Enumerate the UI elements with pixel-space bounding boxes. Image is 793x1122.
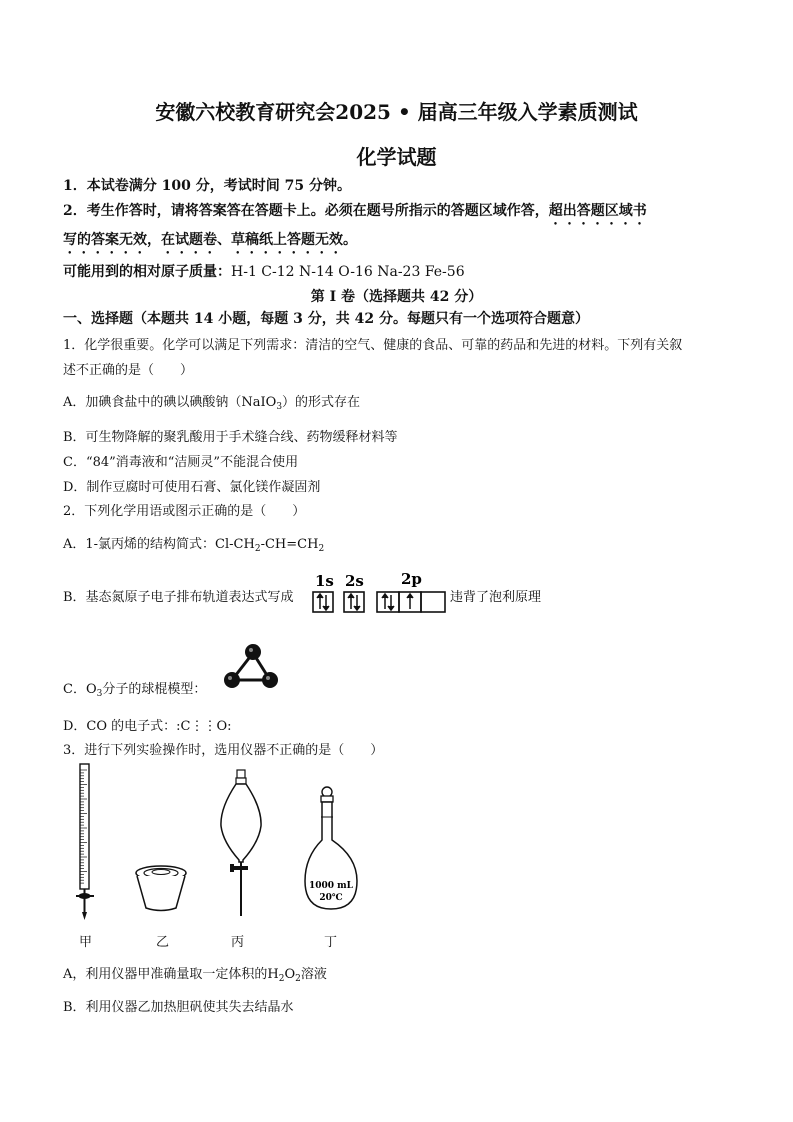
note-2-line1: [63, 200, 647, 228]
q1-option-d: D．制作豆腐时可使用石膏、氯化镁作凝固剂: [63, 480, 321, 495]
separatory-funnel-illustration: [215, 768, 267, 920]
subject-title: 化学试题: [356, 145, 437, 169]
q3-a-sub1: 2: [278, 974, 285, 984]
note-2-emphasis-a: 超出答题区域书: [548, 203, 647, 219]
q2-option-c: [63, 678, 206, 697]
q1-a-formula: NaIO: [241, 395, 277, 410]
q3-a-formula-o: O: [284, 967, 296, 982]
ozone-ball-stick-model: [222, 640, 282, 692]
q2-option-d: D．CO 的电子式：:C⋮⋮O:: [63, 719, 232, 734]
volume-heading: 第 I 卷（选择题共 42 分）: [310, 289, 483, 305]
note-1: 1．本试卷满分 100 分，考试时间 75 分钟。: [63, 178, 351, 194]
q2-a-text: A．1-氯丙烯的结构简式：Cl-CH: [63, 537, 255, 552]
orbital-box-1s: [313, 592, 333, 612]
orbital-label-2s: 2s: [345, 572, 364, 590]
q1-stem-line2: 述不正确的是（ ）: [63, 363, 194, 378]
flask-capacity-label: 1000 mL: [308, 881, 354, 891]
orbital-diagram: [311, 569, 449, 615]
volumetric-flask-illustration: [300, 785, 362, 915]
q3-option-a: [63, 963, 327, 982]
q2-a-mid: -CH=CH: [260, 537, 319, 552]
q2-c-text-end: 分子的球棍模型：: [102, 682, 207, 697]
q2-c-text: C．: [63, 682, 86, 697]
q3-a-formula-h: H: [267, 967, 279, 982]
q1-option-b: B．可生物降解的聚乳酸用于手术缝合线、药物缓释材料等: [63, 430, 398, 445]
q2-option-a: [63, 533, 324, 552]
note-2-emphasis-b: 写的答案无效: [63, 232, 147, 248]
apparatus-label-bing: 丙: [231, 935, 245, 950]
q2-a-sub2: 2: [318, 544, 325, 554]
part-heading: 一、选择题（本题共 14 小题，每题 3 分，共 42 分。每题只有一个选项符合题意）: [63, 311, 589, 327]
q1-option-c: C．“84”消毒液和“洁厕灵”不能混合使用: [63, 455, 299, 470]
q3-a-text-end: 溶液: [300, 967, 327, 982]
q2-option-b-text: B．基态氮原子电子排布轨道表达式写成: [63, 590, 294, 605]
atomic-masses-label: 可能用到的相对原子质量：: [63, 264, 231, 280]
q3-a-text: A，利用仪器甲准确量取一定体积的: [63, 967, 268, 982]
apparatus-label-ding: 丁: [324, 935, 338, 950]
atomic-masses: [63, 261, 465, 281]
q1-a-text-end: ）的形式存在: [282, 395, 361, 410]
crucible-illustration: [131, 862, 191, 914]
atomic-masses-values: H-1 C-12 N-14 O-16 Na-23 Fe-56: [231, 264, 465, 280]
note-2-period: 。: [343, 232, 357, 248]
q2-stem: 2．下列化学用语或图示正确的是（ ）: [63, 504, 306, 519]
q3-stem: 3．进行下列实验操作时，选用仪器不正确的是（ ）: [63, 743, 384, 758]
burette-illustration: [70, 762, 100, 922]
flask-temperature-label: 20℃: [319, 893, 343, 903]
note-2-emphasis-c: 在试题卷、草稿纸上答题无效: [161, 232, 343, 248]
orbital-box-2p-1: [377, 592, 399, 612]
orbital-label-2p: 2p: [401, 570, 422, 588]
orbital-label-1s: 1s: [315, 572, 334, 590]
q2-c-formula: O: [85, 682, 97, 697]
apparatus-label-jia: 甲: [79, 935, 93, 950]
q2-a-sub1: 2: [254, 544, 261, 554]
orbital-box-2p-3: [421, 592, 445, 612]
q1-a-text: A．加碘食盐中的碘以碘酸钠（: [63, 395, 242, 410]
note-2-comma: ，: [147, 232, 161, 248]
q3-option-b: B．利用仪器乙加热胆矾使其失去结晶水: [63, 1000, 294, 1015]
q2-option-b-end: 违背了泡利原理: [450, 590, 542, 605]
apparatus-label-yi: 乙: [156, 935, 170, 950]
q1-stem-line1: 1．化学很重要。化学可以满足下列需求：清洁的空气、健康的食品、可靠的药品和先进的材料。下列有关叙: [63, 338, 683, 353]
note-2-text-a: 2．考生作答时，请将答案答在答题卡上。必须在题号所指示的答题区域作答，: [63, 203, 549, 219]
q1-a-subscript: 3: [276, 402, 283, 412]
orbital-box-2s: [344, 592, 364, 612]
q2-c-subscript: 3: [96, 689, 103, 699]
q1-option-a: [63, 391, 360, 410]
q3-a-sub2: 2: [295, 974, 301, 984]
note-2-line2: [63, 229, 357, 257]
exam-title: 安徽六校教育研究会2025 • 届高三年级入学素质测试: [155, 100, 638, 124]
